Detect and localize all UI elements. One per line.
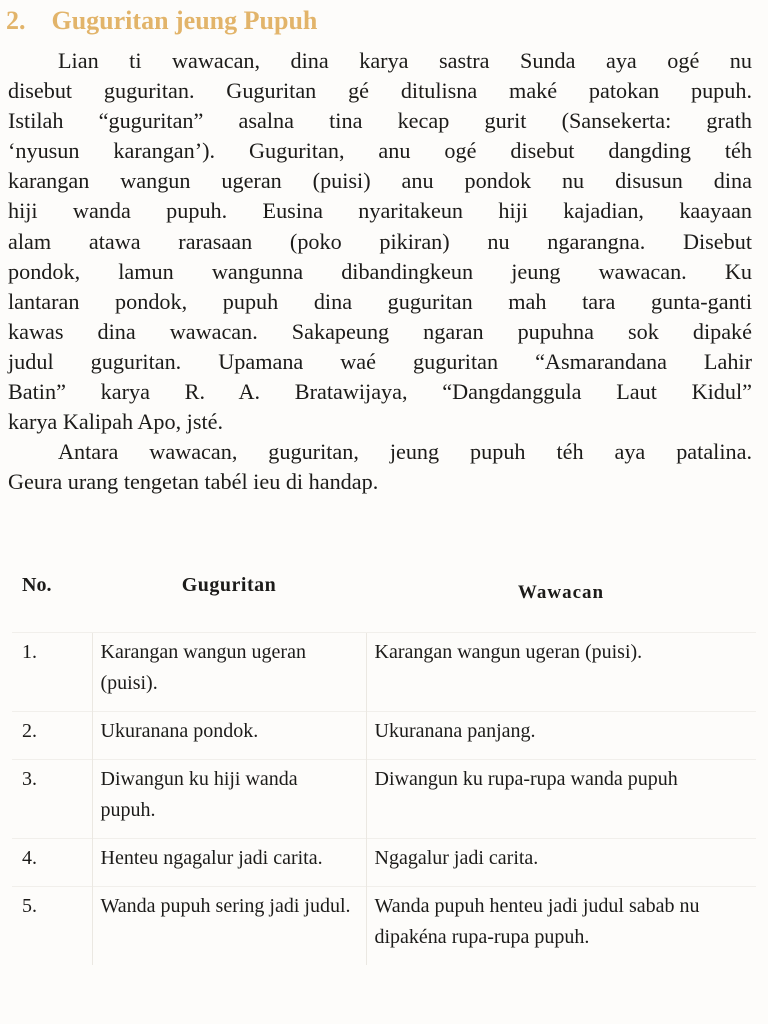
guguritan-cell: Henteu ngagalur jadi carita. bbox=[92, 839, 366, 887]
row-number: 1. bbox=[12, 633, 92, 712]
paragraph-line: alam atawa rarasaan (poko pikiran) nu ngarangna. Disebut bbox=[8, 228, 752, 254]
paragraph-line: Antara wawacan, guguritan, jeung pupuh téh aya patalina. bbox=[58, 439, 752, 465]
row-number: 2. bbox=[12, 712, 92, 760]
table-row bbox=[12, 712, 756, 760]
section-title: Guguritan jeung Pupuh bbox=[51, 6, 318, 35]
header-guguritan: Guguritan bbox=[181, 573, 277, 596]
paragraph-line: Lian ti wawacan, dina karya sastra Sunda aya ogé nu bbox=[58, 48, 752, 73]
table-row bbox=[12, 760, 756, 839]
table-row bbox=[12, 839, 756, 887]
paragraph-line: Geura urang tengetan tabél ieu di handap. bbox=[8, 469, 379, 495]
paragraph-line: kawas dina wawacan. Sakapeung ngaran pupuhna sok dipaké bbox=[8, 318, 752, 344]
row-number: 4. bbox=[12, 839, 92, 887]
guguritan-cell: Karangan wangun ugeran (puisi). bbox=[92, 633, 366, 712]
header-wawacan: Wawacan bbox=[517, 581, 605, 603]
wawacan-cell: Diwangun ku rupa-rupa wanda pupuh bbox=[366, 760, 756, 839]
guguritan-cell: Ukuranana pondok. bbox=[92, 712, 366, 760]
paragraph-line: Batin” karya R. A. Bratawijaya, “Dangdanggula Laut Kidul” bbox=[8, 379, 752, 405]
section-heading bbox=[6, 4, 317, 38]
paragraph-line: ‘nyusun karangan’). Guguritan, anu ogé disebut dangding téh bbox=[8, 138, 752, 164]
table-row bbox=[12, 887, 756, 966]
wawacan-cell: Wanda pupuh henteu jadi judul sabab nu dipakéna rupa-rupa pupuh. bbox=[366, 887, 756, 966]
paragraph-line: karangan wangun ugeran (puisi) anu pondok nu disusun dina bbox=[8, 168, 752, 194]
section-number: 2. bbox=[6, 6, 26, 35]
body-text bbox=[8, 46, 752, 497]
paragraph-line: judul guguritan. Upamana waé guguritan “Asmarandana Lahir bbox=[8, 348, 752, 374]
paragraph-line: hiji wanda pupuh. Eusina nyaritakeun hiji kajadian, kaayaan bbox=[8, 198, 752, 224]
paragraph-line: karya Kalipah Apo, jsté. bbox=[8, 409, 224, 435]
wawacan-cell: Ukuranana panjang. bbox=[366, 712, 756, 760]
guguritan-cell: Wanda pupuh sering jadi judul. bbox=[92, 887, 366, 966]
paragraph-line: pondok, lamun wangunna dibandingkeun jeung wawacan. Ku bbox=[8, 258, 752, 284]
comparison-table bbox=[12, 538, 756, 965]
guguritan-cell: Diwangun ku hiji wanda pupuh. bbox=[92, 760, 366, 839]
wawacan-cell: Karangan wangun ugeran (puisi). bbox=[366, 633, 756, 712]
paragraph-line: disebut guguritan. Guguritan gé ditulisna maké patokan pupuh. bbox=[8, 78, 752, 104]
row-number: 3. bbox=[12, 760, 92, 839]
table-row bbox=[12, 633, 756, 712]
table-header-row bbox=[12, 538, 756, 633]
paragraph-line: Istilah “guguritan” asalna tina kecap gurit (Sansekerta: grath bbox=[8, 108, 752, 134]
paragraph-line: lantaran pondok, pupuh dina guguritan mah tara gunta-ganti bbox=[8, 288, 752, 314]
wawacan-cell: Ngagalur jadi carita. bbox=[366, 839, 756, 887]
header-no: No. bbox=[22, 573, 52, 596]
row-number: 5. bbox=[12, 887, 92, 966]
